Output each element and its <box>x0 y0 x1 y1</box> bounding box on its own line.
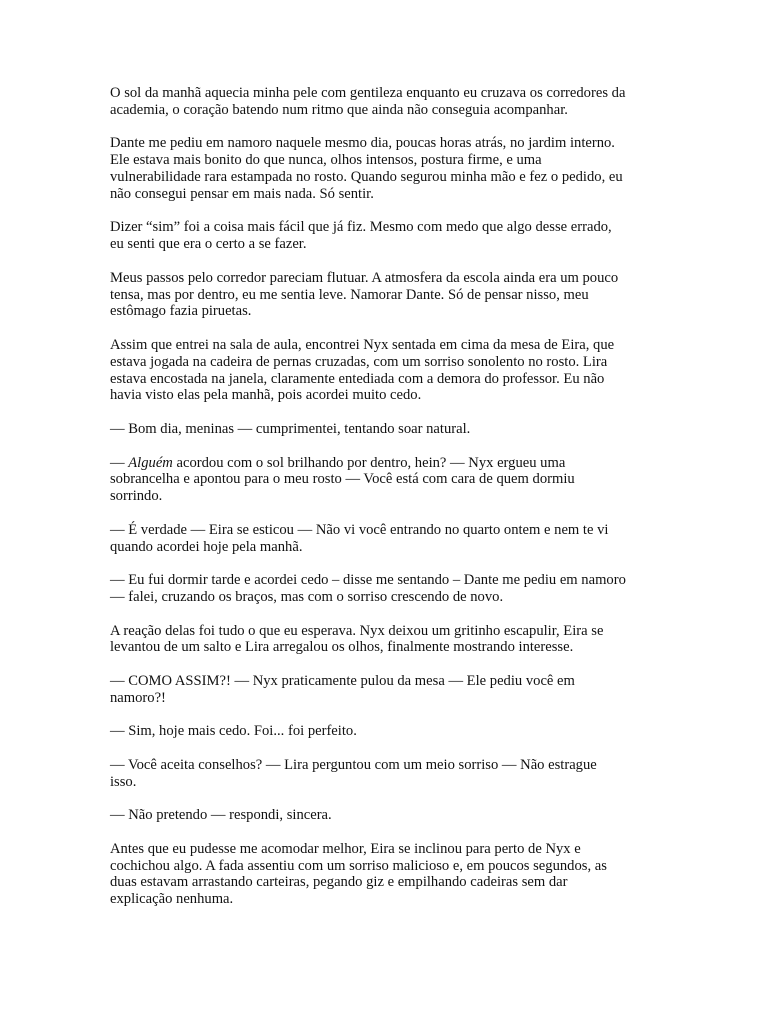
paragraph-2: Dante me pediu em namoro naquele mesmo dia, poucas horas atrás, no jardim interno. Ele estava mais bonito do que nunca, olhos intensos, postura firme, e uma vulnerabilidade rara estampada no rosto. Quando segurou minha mão e fez o pedido, eu não consegui pensar em mais nada. Só sentir. <box>110 135 623 202</box>
document-body <box>110 85 662 925</box>
paragraph-6: — Bom dia, meninas — cumprimentei, tentando soar natural. <box>110 420 471 437</box>
paragraph-15: Antes que eu pudesse me acomodar melhor, Eira se inclinou para perto de Nyx e cochichou algo. A fada assentiu com um sorriso malicioso e, em poucos segundos, as duas estavam arrastando carteiras, pegando giz e empilhando cadeiras sem dar explicação nenhuma. <box>110 840 607 908</box>
paragraph-14: — Não pretendo — respondi, sincera. <box>110 807 332 824</box>
paragraph-7-italic: Alguém <box>128 454 173 471</box>
paragraph-5: Assim que entrei na sala de aula, encontrei Nyx sentada em cima da mesa de Eira, que estava jogada na cadeira de pernas cruzadas, com um sorriso sonolento no rosto. Lira estava encostada na janela, claramente entediada com a demora do professor. Eu não havia visto elas pela manhã, pois acordei muito cedo. <box>110 336 615 404</box>
paragraph-7-prefix: — <box>110 454 129 471</box>
paragraph-3: Dizer “sim” foi a coisa mais fácil que já fiz. Mesmo com medo que algo desse errado, eu senti que era o certo a se fazer. <box>110 219 612 253</box>
paragraph-1: O sol da manhã aquecia minha pele com gentileza enquanto eu cruzava os corredores da academia, o coração batendo num ritmo que ainda não conseguia acompanhar. <box>110 85 626 118</box>
paragraph-7-rest: acordou com o sol brilhando por dentro, hein? — Nyx ergueu uma sobrancelha e apontou para o meu rosto — Você está com cara de quem dormiu sorrindo. <box>110 454 575 505</box>
paragraph-12: — Sim, hoje mais cedo. Foi... foi perfeito. <box>110 723 357 740</box>
paragraph-8: — É verdade — Eira se esticou — Não vi você entrando no quarto ontem e nem te vi quando acordei hoje pela manhã. <box>110 521 609 555</box>
paragraph-7 <box>110 455 662 505</box>
paragraph-9: — Eu fui dormir tarde e acordei cedo – disse me sentando – Dante me pediu em namoro — falei, cruzando os braços, mas com o sorriso crescendo de novo. <box>110 572 626 605</box>
paragraph-4: Meus passos pelo corredor pareciam flutuar. A atmosfera da escola ainda era um pouco tensa, mas por dentro, eu me sentia leve. Namorar Dante. Só de pensar nisso, meu estômago fazia piruetas. <box>110 269 619 320</box>
paragraph-10: A reação delas foi tudo o que eu esperava. Nyx deixou um gritinho escapulir, Eira se levantou de um salto e Lira arregalou os olhos, finalmente mostrando interesse. <box>110 622 604 656</box>
paragraph-13: — Você aceita conselhos? — Lira perguntou com um meio sorriso — Não estrague isso. <box>110 756 597 790</box>
paragraph-11: — COMO ASSIM?! — Nyx praticamente pulou da mesa — Ele pediu você em namoro?! <box>110 672 575 706</box>
